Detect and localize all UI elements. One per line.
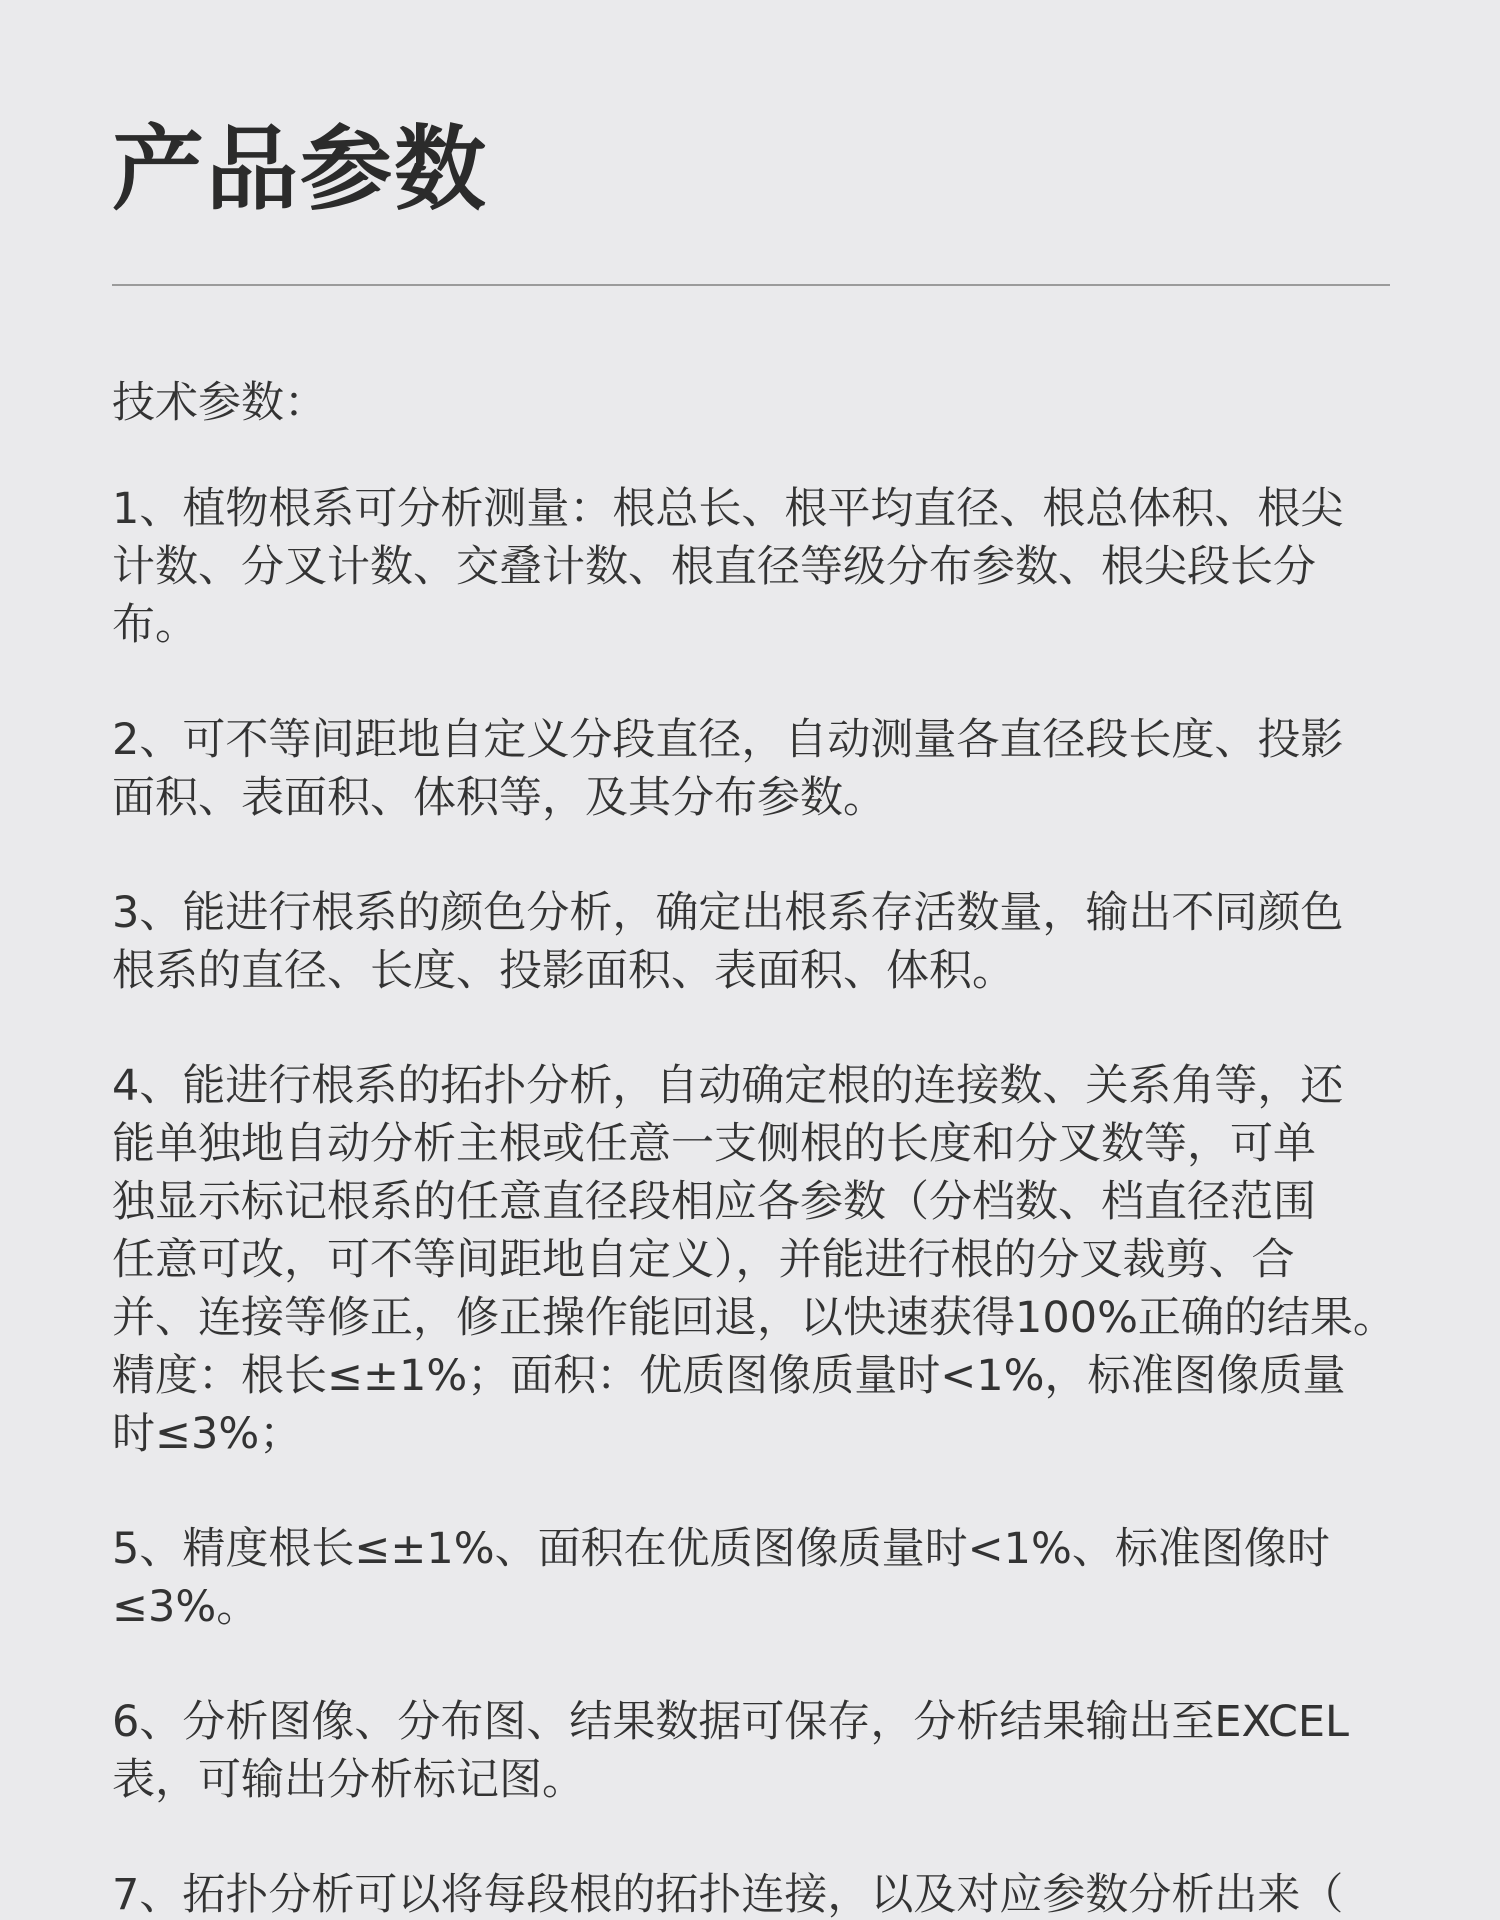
param-line: 1、植物根系可分析测量：根总长、根平均直径、根总体积、根尖 [112,484,1344,534]
param-line: ≤3%。 [112,1582,260,1632]
section-heading: 技术参数： [112,378,327,428]
param-item-5 [112,1520,1442,1636]
title-divider [112,284,1390,286]
param-item-6 [112,1693,1442,1809]
param-line: 6、分析图像、分布图、结果数据可保存，分析结果输出至EXCEL [112,1697,1350,1747]
param-item-1 [112,480,1442,654]
param-line: 根系的直径、长度、投影面积、表面积、体积。 [112,946,1015,996]
param-line: 独显示标记根系的任意直径段相应各参数（分档数、档直径范围 [112,1177,1316,1227]
page-title: 产品参数 [112,116,489,223]
param-line: 2、可不等间距地自定义分段直径，自动测量各直径段长度、投影 [112,715,1344,765]
param-line: 4、能进行根系的拓扑分析，自动确定根的连接数、关系角等，还 [112,1061,1344,1111]
param-line: 任意可改，可不等间距地自定义），并能进行根的分叉裁剪、合 [112,1235,1295,1285]
param-line: 并、连接等修正，修正操作能回退，以快速获得100%正确的结果。 [112,1293,1396,1343]
param-line: 3、能进行根系的颜色分析，确定出根系存活数量，输出不同颜色 [112,888,1344,938]
param-line: 面积、表面积、体积等，及其分布参数。 [112,773,886,823]
param-line: 5、精度根长≤±1%、面积在优质图像质量时<1%、标准图像时 [112,1524,1330,1574]
param-item-7 [112,1866,1442,1920]
param-line: 时≤3%； [112,1409,303,1459]
param-item-2 [112,711,1442,827]
param-item-4 [112,1057,1442,1463]
param-item-3 [112,884,1442,1000]
param-line: 计数、分叉计数、交叠计数、根直径等级分布参数、根尖段长分 [112,542,1316,592]
param-line: 7、拓扑分析可以将每段根的拓扑连接，以及对应参数分析出来（ [112,1870,1344,1920]
content-body [112,374,1442,1920]
param-line: 精度：根长≤±1%；面积：优质图像质量时<1%，标准图像质量 [112,1351,1346,1401]
param-line: 布。 [112,600,198,650]
param-line: 表，可输出分析标记图。 [112,1755,585,1805]
param-line: 能单独地自动分析主根或任意一支侧根的长度和分叉数等，可单 [112,1119,1316,1169]
